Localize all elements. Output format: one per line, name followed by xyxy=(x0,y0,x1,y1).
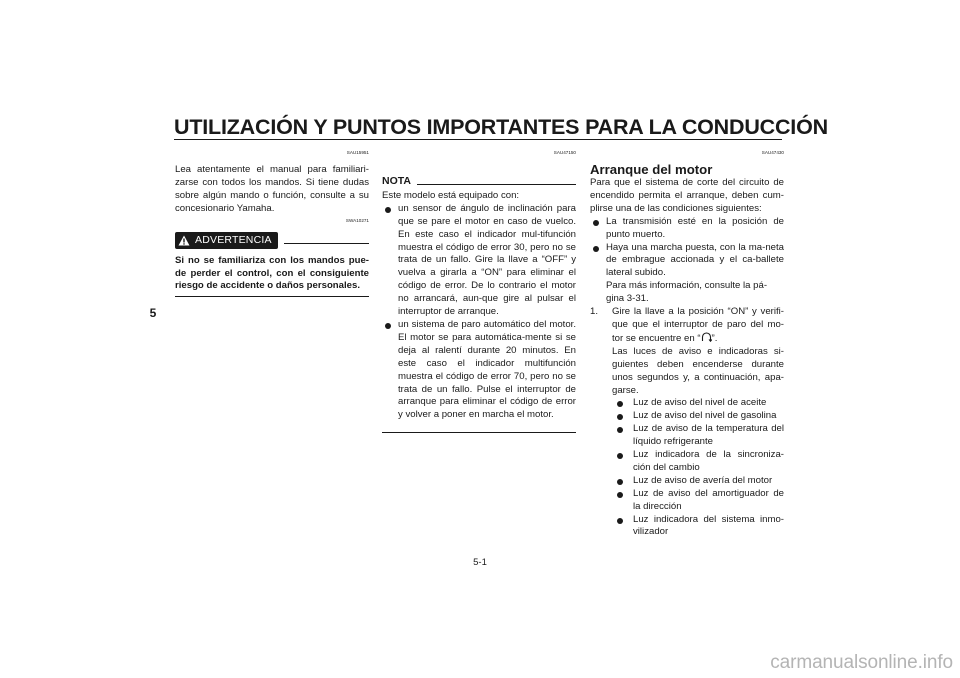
nota-header-rule xyxy=(417,184,576,185)
list-item: un sensor de ángulo de inclinación para que se pare el motor en caso de vuelco. En este caso el indicador mul-tifunción muestra el código de error 30, pero no se trata de un fallo. Gire la llave a “OFF” y vuelva a girarla a “ON” para eliminar el código de error. De lo contrario el motor no arrancará, aun-que gire al pulsar el interruptor de arranque. xyxy=(382,203,576,319)
list-item: Luz de aviso de la temperatura del líquido refrigerante xyxy=(612,423,784,449)
steps-list xyxy=(590,306,784,539)
step-note: Las luces de aviso e indicadoras si-guientes deben encenderse durante unos segundos y, a continuación, apa-garse. xyxy=(612,345,784,396)
warning-icon xyxy=(178,235,190,246)
lamps-list xyxy=(612,397,784,539)
list-item: un sistema de paro automático del motor. El motor se para automática-mente si se deja al ralentí durante 20 minutos. En este caso el indicador multifunción muestra el código de error 70, pero no se trata de un fallo. Pulse el interruptor de arranque para eliminar el código de error y volver a poner en marcha el motor. xyxy=(382,319,576,422)
page-title: UTILIZACIÓN Y PUNTOS IMPORTANTES PARA LA CONDUCCIÓN xyxy=(174,115,828,139)
nota-label: NOTA xyxy=(382,175,411,187)
step-item xyxy=(590,306,784,539)
list-item: Luz de aviso del amortiguador de la dirección xyxy=(612,488,784,514)
reference-code: SAU47430 xyxy=(761,150,784,155)
list-item: Luz indicadora del sistema inmo-vilizador xyxy=(612,514,784,540)
reference-code: SAU15951 xyxy=(346,150,369,155)
nota-list xyxy=(382,203,576,422)
step-text xyxy=(612,306,784,346)
nota-header xyxy=(382,175,576,188)
list-item: Luz de aviso del nivel de aceite xyxy=(612,397,784,410)
intro-paragraph: Lea atentamente el manual para familiari-zarse con todos los mandos. Si tiene dudas sobre algún mando o función, consulte a su concesionario Yamaha. xyxy=(175,164,369,214)
page-number: 5-1 xyxy=(473,557,487,568)
warning-text: Si no se familiariza con los mandos pue-de perder el control, con el consiguiente riesgo de accidente o daños personales. xyxy=(175,254,369,292)
watermark-link[interactable]: carmanualsonline.info xyxy=(770,652,953,673)
step-number: 1. xyxy=(590,306,599,318)
conditions-list xyxy=(590,216,784,281)
warning-label: ADVERTENCIA xyxy=(195,233,272,246)
conditions-note: Para más información, consulte la pá-gina 3-31. xyxy=(606,280,768,305)
list-item: Luz indicadora de la sincroniza-ción del cambio xyxy=(612,449,784,475)
section-title: Arranque del motor xyxy=(590,162,713,177)
reference-code: SWA10271 xyxy=(345,217,369,223)
warning-badge xyxy=(175,232,278,249)
warning-header xyxy=(175,232,369,249)
step-text-part: Gire la llave a la posición “ON” y verifi-que que el interruptor de paro del mo-tor se encuentre en “ xyxy=(612,306,784,344)
chapter-tab: 5 xyxy=(149,306,157,320)
section-intro: Para que el sistema de corte del circuito de encendido permita el arranque, deben cum-plirse una de las condiciones siguientes: xyxy=(590,177,784,214)
list-item: Haya una marcha puesta, con la ma-neta de embrague accionada y el ca-ballete lateral subido. xyxy=(590,242,784,281)
title-underline xyxy=(174,139,782,140)
step-text-part: ”. xyxy=(711,332,718,344)
column-3 xyxy=(590,150,784,539)
engine-run-switch-icon xyxy=(701,332,712,342)
warning-header-rule xyxy=(284,243,369,244)
column-2 xyxy=(382,150,576,433)
warning-end-rule xyxy=(175,296,369,297)
list-item: Luz de aviso de avería del motor xyxy=(612,475,784,488)
reference-code: SAU47150 xyxy=(553,150,576,155)
list-item: Luz de aviso del nivel de gasolina xyxy=(612,410,784,423)
column-1 xyxy=(175,150,369,297)
nota-end-rule xyxy=(382,432,576,433)
list-item: La transmisión esté en la posición de punto muerto. xyxy=(590,216,784,242)
nota-intro: Este modelo está equipado con: xyxy=(382,189,520,201)
